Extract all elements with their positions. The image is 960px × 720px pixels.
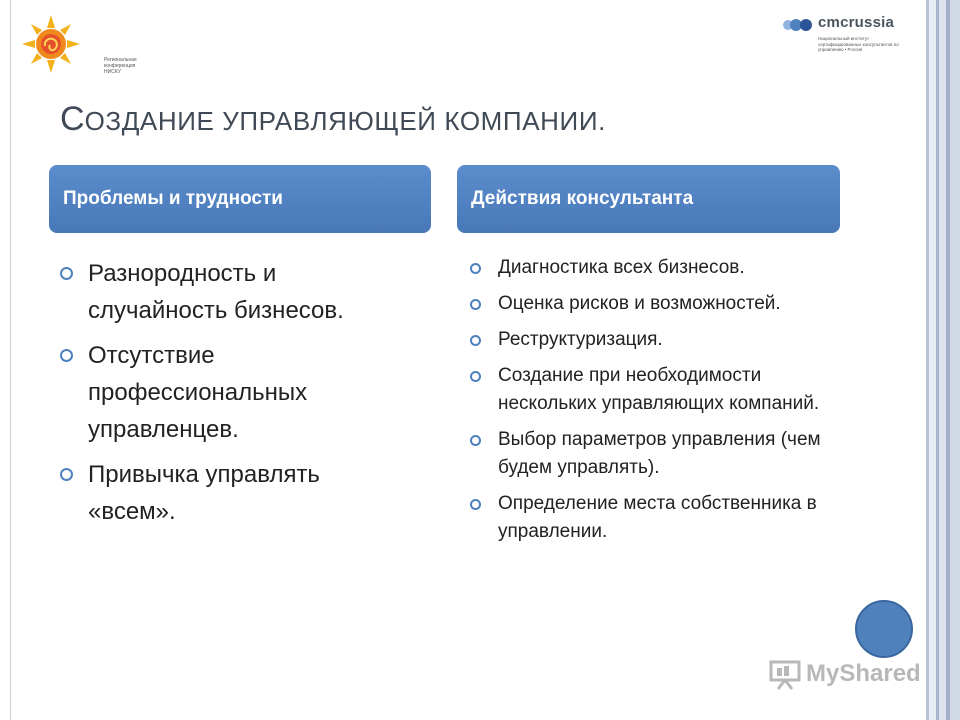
decorative-circle (855, 600, 913, 658)
presentation-icon (768, 658, 802, 690)
cmc-logo-name: cmcrussia (818, 14, 895, 31)
list-item: Оценка рисков и возможностей. (470, 290, 830, 318)
bullet-ring-icon (470, 263, 481, 274)
list-item: Определение места собственника в управлении. (470, 490, 830, 546)
cmcrussia-logo (782, 14, 912, 54)
list-item: Привычка управлять «всем». (60, 456, 360, 530)
side-stripes (922, 0, 960, 720)
title-first-letter: С (60, 100, 85, 138)
bullet-ring-icon (60, 468, 73, 481)
bullet-ring-icon (60, 267, 73, 280)
title-text: ОЗДАНИЕ УПРАВЛЯЮЩЕЙ КОМПАНИИ. (84, 106, 606, 136)
consultant-actions-header: Действия консультанта (457, 165, 840, 233)
problems-list (60, 255, 360, 538)
bullet-ring-icon (60, 349, 73, 362)
bullet-ring-icon (470, 335, 481, 346)
bullet-ring-icon (470, 499, 481, 510)
cmc-logo-caption: Национальный институт сертифицированных консультантов по управлению • Россия (818, 36, 899, 52)
problems-header: Проблемы и трудности (49, 165, 431, 233)
watermark-text: MyShared (806, 660, 921, 687)
cmc-dots-icon (782, 18, 816, 32)
list-item: Диагностика всех бизнесов. (470, 254, 830, 282)
myshared-watermark[interactable] (768, 658, 921, 694)
conference-logo (20, 14, 137, 75)
conference-logo-caption: Региональная конференция НИСКУ (104, 57, 137, 75)
list-item: Реструктуризация. (470, 326, 830, 354)
list-item: Создание при необходимости нескольких управляющих компаний. (470, 362, 830, 418)
list-item: Разнородность и случайность бизнесов. (60, 255, 360, 329)
list-item: Отсутствие профессиональных управленцев. (60, 337, 360, 448)
consultant-actions-list (470, 254, 830, 554)
slide-title (60, 100, 606, 139)
list-item: Выбор параметров управления (чем будем управлять). (470, 426, 830, 482)
bullet-ring-icon (470, 435, 481, 446)
bullet-ring-icon (470, 371, 481, 382)
sun-icon (20, 14, 82, 74)
bullet-ring-icon (470, 299, 481, 310)
